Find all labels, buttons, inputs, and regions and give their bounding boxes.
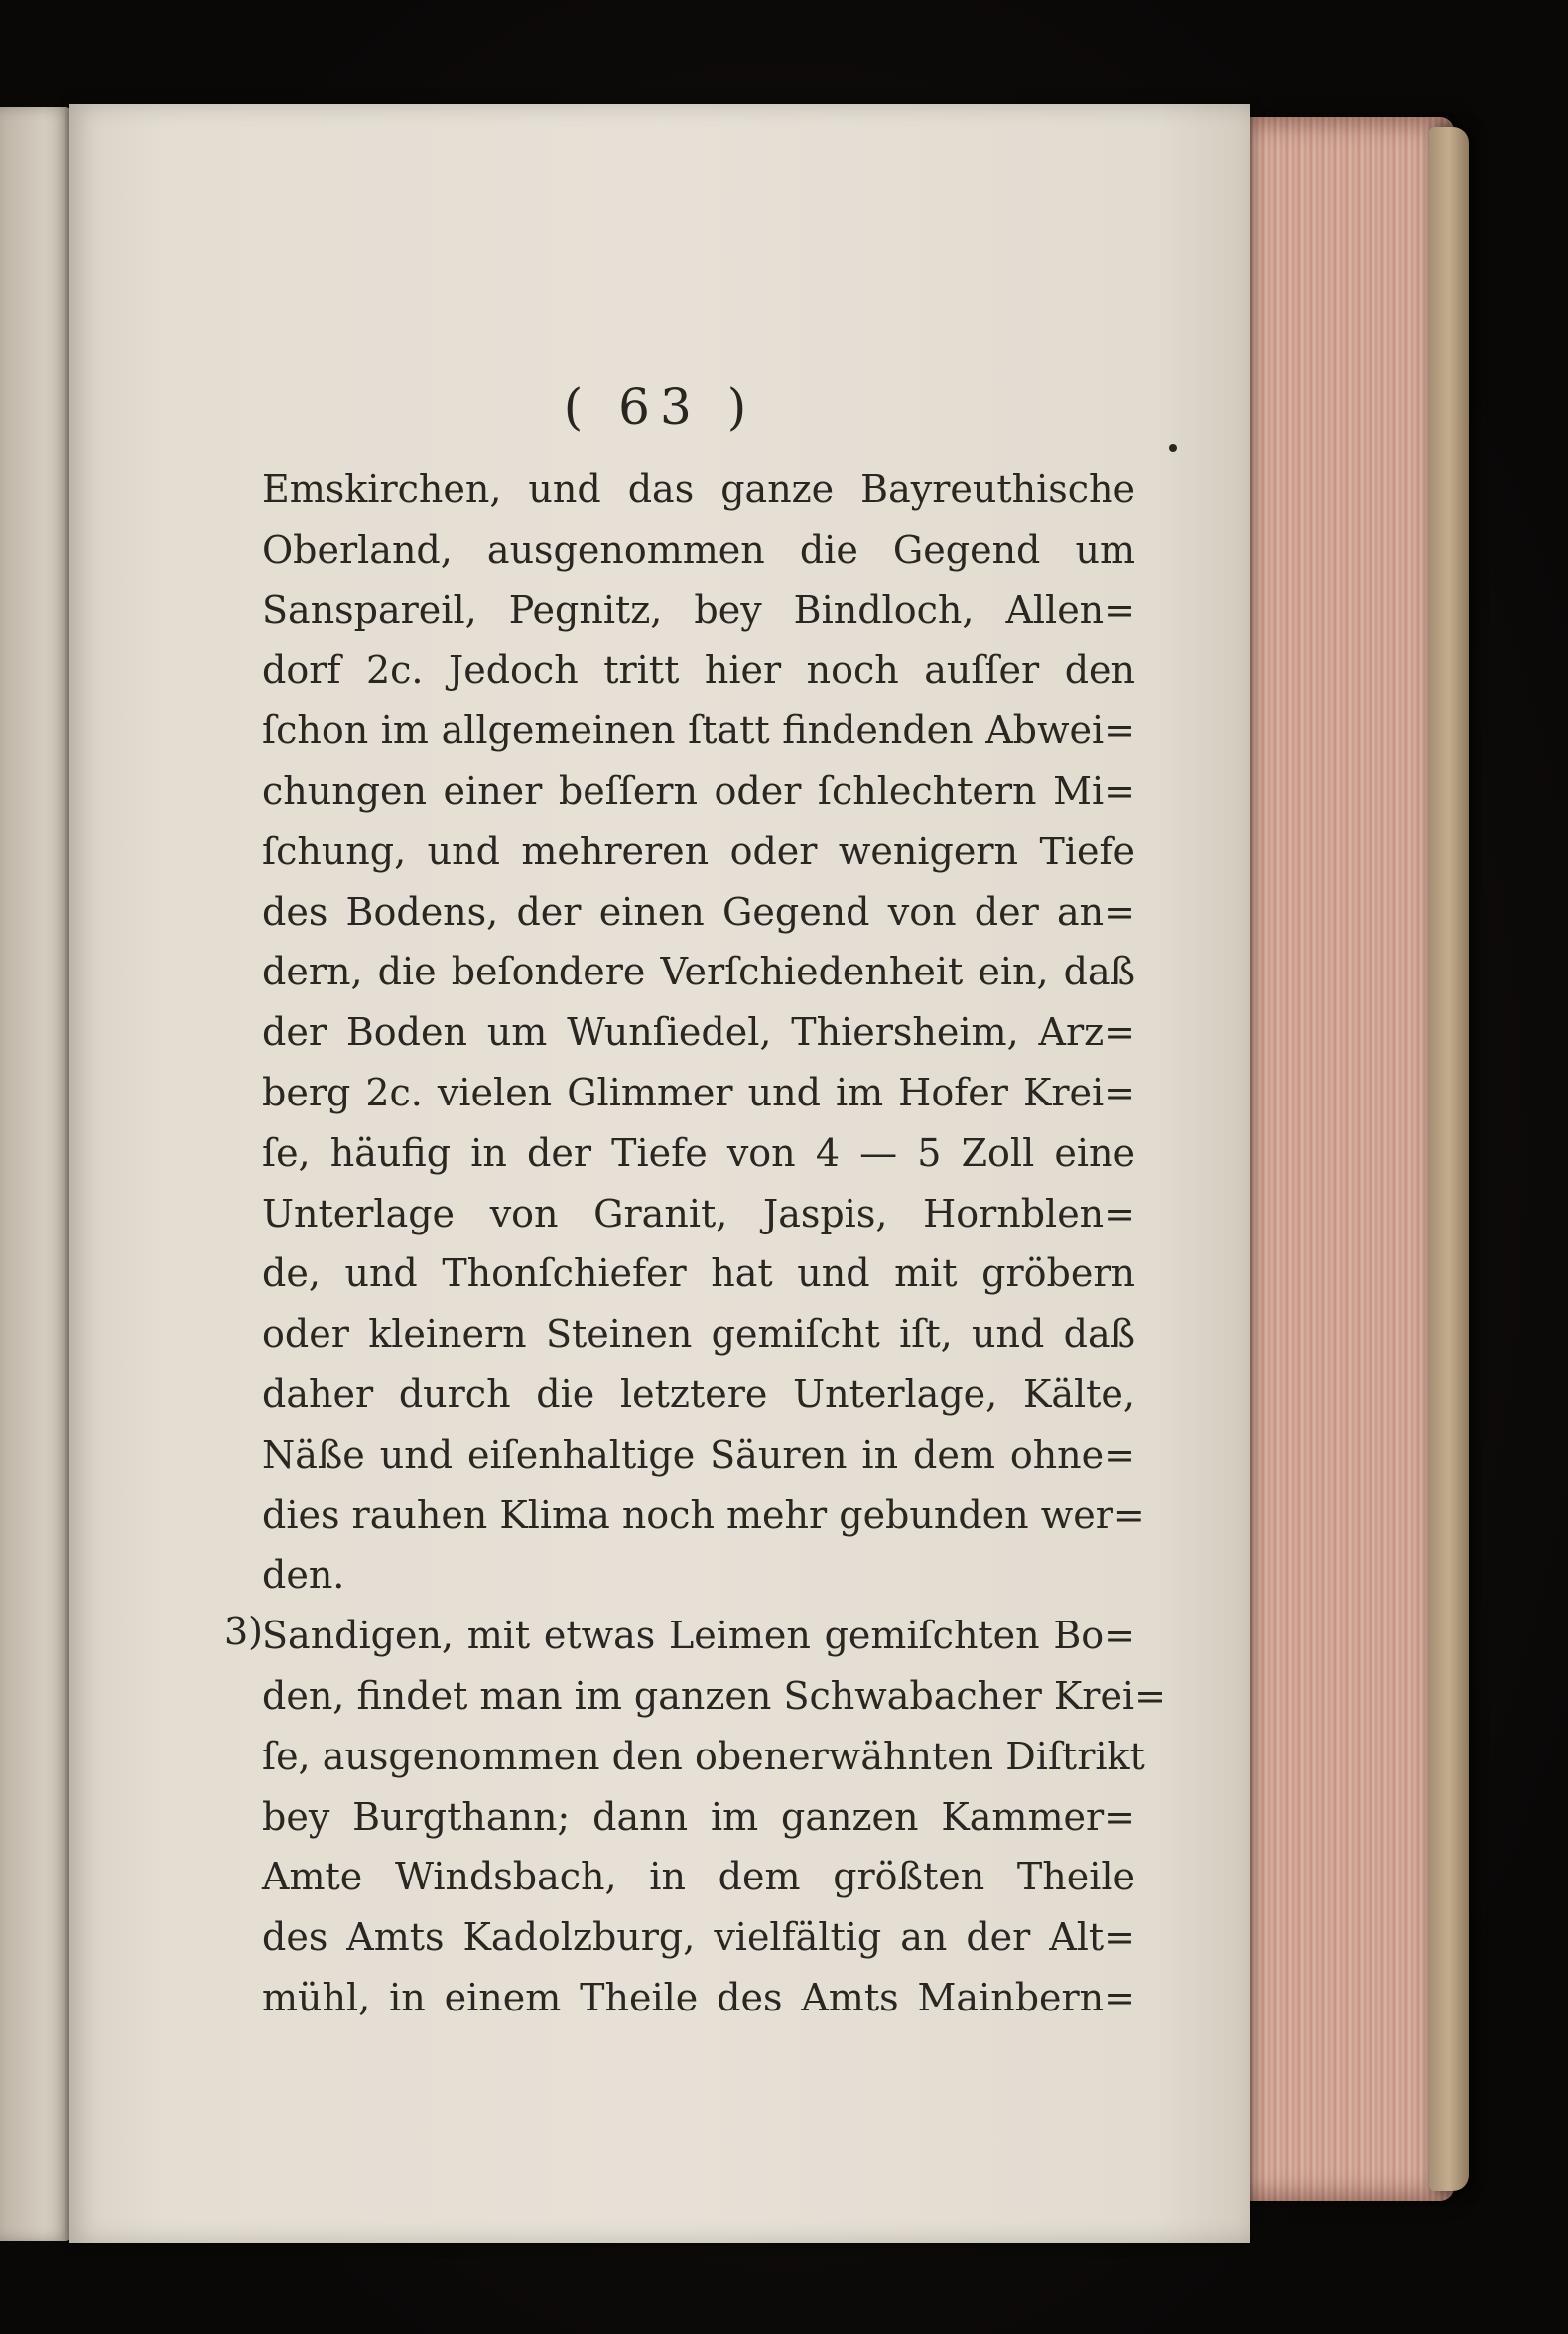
text-line: ſe, häufig in der Tiefe von 4 — 5 Zoll eine: [262, 1130, 1135, 1175]
text-line: ſe, ausgenommen den obenerwähnten Diſtrikt: [262, 1734, 1145, 1778]
text-line: den.: [262, 1553, 345, 1598]
page-stack-edge: [1245, 117, 1454, 2201]
text-line: daher durch die letztere Unterlage, Kälte,: [262, 1371, 1135, 1416]
text-line: bey Burgthann; dann im ganzen Kammer=: [262, 1794, 1135, 1839]
text-line: dies rauhen Klima noch mehr gebunden wer=: [262, 1492, 1145, 1537]
text-line: Amte Windsbach, in dem größten Theile: [262, 1855, 1135, 1899]
text-line: Oberland, ausgenommen die Gegend um: [262, 527, 1135, 572]
text-line: berg 2c. vielen Glimmer und im Hofer Krei=: [262, 1070, 1135, 1114]
text-line: dorf 2c. Jedoch tritt hier noch auſſer den: [262, 648, 1135, 693]
text-line: den, findet man im ganzen Schwabacher Krei=: [262, 1673, 1166, 1718]
text-line: de, und Thonſchiefer hat und mit gröbern: [262, 1251, 1135, 1296]
text-line: dern, die beſondere Verſchiedenheit ein, daß: [262, 950, 1135, 994]
book-page: [69, 104, 1250, 2243]
text-line: des Amts Kadolzburg, vielfältig an der Alt=: [262, 1915, 1135, 1960]
text-line: der Boden um Wunſiedel, Thiersheim, Arz=: [262, 1010, 1135, 1055]
text-line: des Bodens, der einen Gegend von der an=: [262, 889, 1135, 934]
text-line: Unterlage von Granit, Jaspis, Hornblen=: [262, 1191, 1135, 1235]
text-line: Näße und eiſenhaltige Säuren in dem ohne=: [262, 1432, 1135, 1477]
left-page-edge: [0, 107, 71, 2241]
text-line: oder kleinern Steinen gemiſcht iſt, und daß: [262, 1312, 1135, 1357]
page-number: ( 63 ): [563, 378, 757, 436]
text-line: mühl, in einem Theile des Amts Mainbern=: [262, 1975, 1135, 2019]
list-item-marker: 3): [224, 1610, 264, 1653]
text-line: Emskirchen, und das ganze Bayreuthische: [262, 467, 1135, 511]
text-line: Sandigen, mit etwas Leimen gemiſchten Bo=: [262, 1614, 1135, 1658]
body-text: [262, 459, 1166, 2028]
text-line: ſchon im allgemeinen ſtatt findenden Abwei=: [262, 709, 1135, 753]
text-line: chungen einer beſſern oder ſchlechtern Mi=: [262, 768, 1135, 813]
text-line: Sanspareil, Pegnitz, bey Bindloch, Allen=: [262, 587, 1135, 632]
text-line: ſchung, und mehreren oder wenigern Tiefe: [262, 829, 1135, 873]
ink-speck: [1169, 444, 1177, 452]
book-cover-edge: [1429, 127, 1469, 2191]
